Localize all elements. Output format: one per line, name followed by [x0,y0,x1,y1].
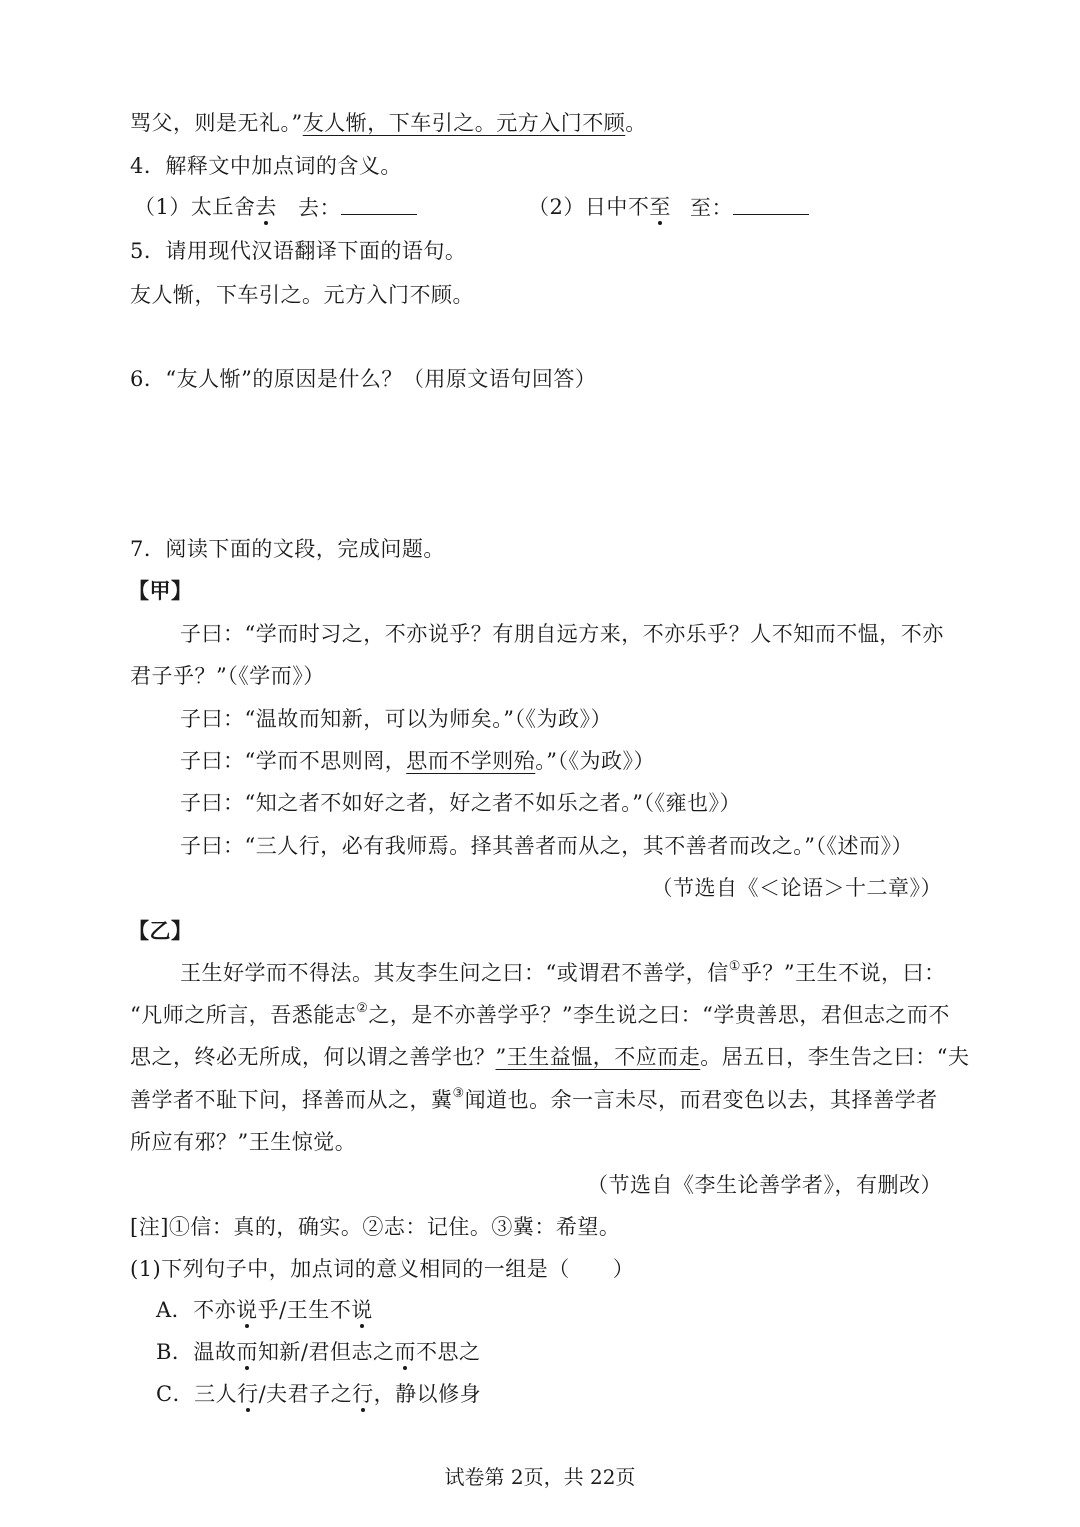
yi-line-3 [130,1042,970,1072]
q4-item2-answer [690,192,809,223]
option-b-text-3: 不思之 [416,1340,481,1364]
yi-line-3-text-b: 。居五日，李生告之曰：“夫 [700,1045,970,1069]
q4-item2-text: （2）日中不 [528,195,650,219]
passage-end-punct: 。 [625,111,647,135]
yi-line-1-text-a: 王生好学而不得法。其友李生问之曰：“或谓君不善学，信 [180,961,729,985]
option-c-dotted-2: 行 [352,1382,374,1406]
q4-item2-dotted-word: 至 [649,195,671,219]
option-a-text-2: 乎/王生不 [257,1298,352,1322]
q6-stem: 6．“友人惭”的原因是什么？（用原文语句回答） [130,367,597,391]
option-a-dotted-2: 说 [351,1298,373,1322]
option-b-text-2: 知新/君但志之 [257,1340,395,1364]
yi-line-3-text-a: 思之，终必无所成，何以谓之善学也？ [130,1045,496,1069]
q4-item2-blank[interactable] [733,192,809,215]
option-b-dotted-1: 而 [236,1340,258,1364]
passage-end-underlined: 友人惭，下车引之。元方入门不顾 [302,111,626,135]
option-c-text-2: /夫君子之 [258,1382,353,1406]
q4-item1 [134,192,277,222]
page-footer: 试卷第 2页，共 22页 [444,1465,636,1489]
annotation-note: [注]①信：真的，确实。②志：记住。③冀：希望。 [130,1215,621,1239]
yi-line-4 [130,1085,938,1115]
jia-line-4-underlined: 思而不学则殆 [406,749,536,773]
q5-stem: 5．请用现代汉语翻译下面的语句。 [130,239,467,263]
option-c-text-1: C．三人 [156,1382,238,1406]
jia-line-3: 子曰：“温故而知新，可以为师矣。”（《为政》） [180,707,612,731]
jia-source: （节选自《＜论语＞十二章》） [651,876,942,900]
yi-line-2-text-b: 之，是不亦善学乎？”李生说之曰：“学贵善思，君但志之而不 [368,1003,950,1027]
yi-label: 【乙】 [128,918,193,943]
option-a[interactable] [156,1295,373,1325]
q4-item1-text: （1）太丘舍 [134,195,256,219]
passage-end-text: 骂父，则是无礼。” [130,111,303,135]
yi-line-2-text-a: “凡师之所言，吾悉能志 [130,1003,357,1027]
q7-sub1-stem: (1)下列句子中，加点词的意义相同的一组是（ ） [130,1257,635,1281]
yi-line-5: 所应有邪？”王生惊觉。 [130,1130,357,1154]
option-c[interactable] [156,1379,481,1409]
option-b[interactable] [156,1337,481,1367]
q4-item2 [528,192,671,222]
q5-sentence: 友人惭，下车引之。元方入门不顾。 [130,283,474,307]
jia-line-6: 子曰：“三人行，必有我师焉。择其善者而从之，其不善者而改之。”（《述而》） [180,834,913,858]
note-ref-1: ① [728,959,741,974]
option-b-text-1: B．温故 [156,1340,237,1364]
q7-stem: 7．阅读下面的文段，完成问题。 [130,537,445,561]
jia-line-4-source: 。”（《为政》） [535,749,655,773]
q4-item2-label: 至： [690,196,733,220]
jia-line-2: 君子乎？”（《学而》） [130,664,325,688]
option-c-text-3: ，静以修身 [373,1382,482,1406]
q4-item1-blank[interactable] [341,192,417,215]
q4-item1-label: 去： [298,196,341,220]
q4-stem: 4．解释文中加点词的含义。 [130,154,402,178]
jia-line-4 [180,746,655,776]
yi-line-2 [130,1000,950,1030]
option-a-text-1: A．不亦 [156,1298,237,1322]
jia-line-4-text: 子曰：“学而不思则罔， [180,749,407,773]
q4-item1-dotted-word: 去 [255,195,277,219]
note-ref-2: ② [356,1001,369,1016]
yi-line-1-text-b: 乎？”王生不说，曰： [740,961,946,985]
yi-line-3-underlined: ”王生益愠，不应而走 [495,1045,701,1069]
yi-line-1 [180,958,946,988]
note-ref-3: ③ [452,1086,465,1101]
jia-label: 【甲】 [128,578,193,603]
option-a-dotted-1: 说 [236,1298,258,1322]
q4-item1-answer [298,192,417,223]
jia-line-5: 子曰：“知之者不如好之者，好之者不如乐之者。”（《雍也》） [180,791,741,815]
option-c-dotted-1: 行 [237,1382,259,1406]
yi-line-4-text-a: 善学者不耻下问，择善而从之，冀 [130,1088,453,1112]
jia-line-1: 子曰：“学而时习之，不亦说乎？有朋自远方来，不亦乐乎？人不知而不愠，不亦 [180,622,944,646]
passage-end-line [130,108,647,138]
yi-line-4-text-b: 闻道也。余一言未尽，而君变色以去，其择善学者 [464,1088,938,1112]
option-b-dotted-2: 而 [394,1340,417,1364]
yi-source: （节选自《李生论善学者》，有删改） [587,1173,942,1197]
